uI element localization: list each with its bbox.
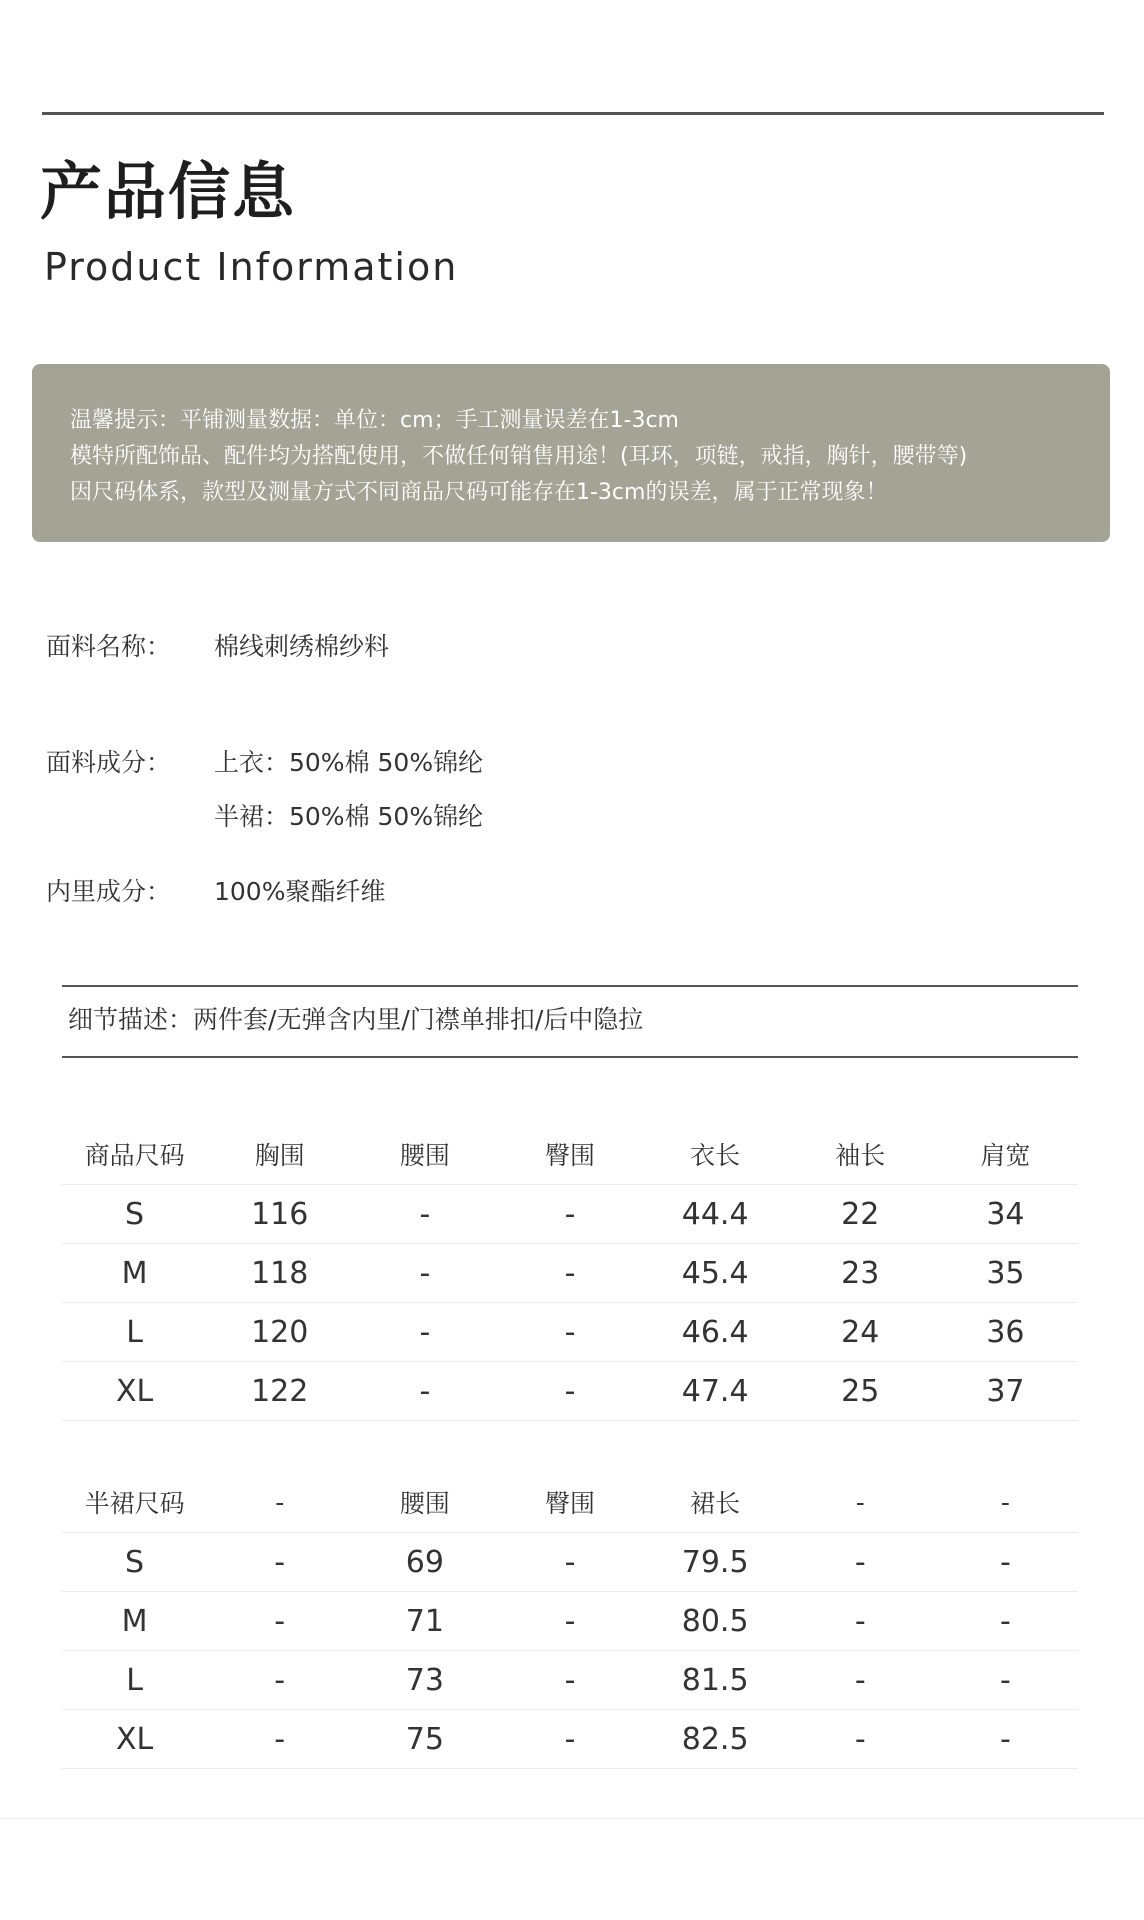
notice-line: 因尺码体系，款型及测量方式不同商品尺码可能存在1-3cm的误差，属于正常现象！ <box>70 480 888 505</box>
table-cell: - <box>564 1544 576 1580</box>
table-header-cell: 衣长 <box>690 1141 741 1170</box>
top-size-table <box>62 1124 1078 1421</box>
table-row <box>62 1651 1078 1710</box>
table-cell: - <box>274 1721 286 1757</box>
notice-line: 模特所配饰品、配件均为搭配使用，不做任何销售用途！(耳环，项链，戒指，胸针，腰带等) <box>70 444 968 469</box>
table-cell: - <box>564 1255 576 1291</box>
table-cell: 75 <box>405 1721 444 1757</box>
table-header-row <box>62 1124 1078 1185</box>
table-cell: 81.5 <box>681 1662 749 1698</box>
table-header-cell: 肩宽 <box>980 1141 1031 1170</box>
table-cell: 46.4 <box>681 1314 749 1350</box>
composition-skirt-value: 半裙：50%棉 50%锦纶 <box>214 802 484 831</box>
notice-line: 温馨提示：平铺测量数据：单位：cm；手工测量误差在1-3cm <box>70 408 679 433</box>
table-cell: 25 <box>841 1373 880 1409</box>
table-cell: M <box>121 1255 148 1291</box>
table-cell: 71 <box>405 1603 444 1639</box>
table-row <box>62 1710 1078 1769</box>
bottom-divider <box>0 1818 1144 1819</box>
table-header-cell: 胸围 <box>254 1141 305 1170</box>
details-text: 细节描述：两件套/无弹含内里/门襟单排扣/后中隐拉 <box>68 1005 644 1034</box>
fabric-composition-label: 面料成分： <box>46 748 172 777</box>
fabric-composition-row-2 <box>46 797 484 837</box>
table-cell: - <box>854 1544 866 1580</box>
table-cell: - <box>1000 1662 1011 1698</box>
table-cell: 45.4 <box>681 1255 749 1291</box>
top-divider <box>42 112 1104 115</box>
lining-label: 内里成分： <box>46 877 172 906</box>
page-title: 产品信息 <box>40 155 297 228</box>
table-row <box>62 1362 1078 1421</box>
table-cell: - <box>564 1603 576 1639</box>
page-subtitle: Product Information <box>44 245 459 289</box>
table-cell: 35 <box>986 1255 1025 1291</box>
table-cell: 118 <box>251 1255 309 1291</box>
table-cell: - <box>419 1314 431 1350</box>
table-cell: L <box>126 1314 143 1350</box>
table-cell: - <box>564 1314 576 1350</box>
table-row <box>62 1303 1078 1362</box>
table-header-cell: 腰围 <box>399 1489 450 1518</box>
fabric-name-value: 棉线刺绣棉纱料 <box>214 632 390 661</box>
table-cell: - <box>564 1373 576 1409</box>
table-header-cell: 臀围 <box>544 1141 595 1170</box>
table-cell: S <box>125 1544 145 1580</box>
notice-box <box>32 364 1110 542</box>
fabric-name-row <box>46 627 390 667</box>
table-cell: - <box>419 1196 431 1232</box>
table-cell: - <box>419 1373 431 1409</box>
table-cell: - <box>1000 1603 1011 1639</box>
table-row <box>62 1592 1078 1651</box>
table-cell: - <box>854 1603 866 1639</box>
fabric-name-label: 面料名称： <box>46 632 172 661</box>
table-cell: - <box>564 1721 576 1757</box>
table-cell: 37 <box>986 1373 1025 1409</box>
table-cell: 80.5 <box>681 1603 749 1639</box>
table-header-cell: 裙长 <box>690 1489 741 1518</box>
table-cell: 120 <box>251 1314 309 1350</box>
table-cell: 23 <box>841 1255 880 1291</box>
lining-row <box>46 872 386 912</box>
table-cell: - <box>854 1721 866 1757</box>
skirt-size-table <box>62 1472 1078 1769</box>
table-cell: 44.4 <box>681 1196 749 1232</box>
details-bottom-divider <box>62 1056 1078 1058</box>
table-cell: 82.5 <box>681 1721 749 1757</box>
table-header-cell: 半裙尺码 <box>84 1489 185 1518</box>
table-cell: - <box>419 1255 431 1291</box>
table-header-cell: 腰围 <box>399 1141 450 1170</box>
table-row <box>62 1244 1078 1303</box>
table-cell: - <box>564 1662 576 1698</box>
table-row <box>62 1185 1078 1244</box>
table-cell: S <box>125 1196 145 1232</box>
composition-top-value: 上衣：50%棉 50%锦纶 <box>214 748 484 777</box>
table-cell: - <box>1000 1721 1011 1757</box>
table-header-cell: - <box>275 1487 285 1517</box>
table-cell: 73 <box>405 1662 444 1698</box>
table-cell: - <box>274 1662 286 1698</box>
table-cell: 47.4 <box>681 1373 749 1409</box>
table-cell: 36 <box>986 1314 1025 1350</box>
table-cell: - <box>564 1196 576 1232</box>
table-header-row <box>62 1472 1078 1533</box>
table-cell: - <box>1000 1544 1011 1580</box>
table-cell: M <box>121 1603 148 1639</box>
table-header-cell: - <box>855 1487 865 1517</box>
table-header-cell: 商品尺码 <box>84 1141 185 1170</box>
details-top-divider <box>62 985 1078 987</box>
table-cell: 24 <box>841 1314 880 1350</box>
table-header-cell: 袖长 <box>835 1141 886 1170</box>
table-cell: 34 <box>986 1196 1025 1232</box>
fabric-composition-row <box>46 743 484 783</box>
table-cell: XL <box>115 1373 154 1409</box>
table-cell: 116 <box>251 1196 309 1232</box>
table-cell: - <box>274 1544 286 1580</box>
table-row <box>62 1533 1078 1592</box>
table-header-cell: - <box>1000 1487 1010 1517</box>
table-cell: - <box>274 1603 286 1639</box>
table-cell: L <box>126 1662 143 1698</box>
lining-value: 100%聚酯纤维 <box>214 877 386 906</box>
table-cell: 79.5 <box>681 1544 749 1580</box>
table-header-cell: 臀围 <box>544 1489 595 1518</box>
table-cell: 22 <box>841 1196 880 1232</box>
table-cell: - <box>854 1662 866 1698</box>
table-cell: 69 <box>405 1544 444 1580</box>
table-cell: XL <box>115 1721 154 1757</box>
table-cell: 122 <box>251 1373 309 1409</box>
